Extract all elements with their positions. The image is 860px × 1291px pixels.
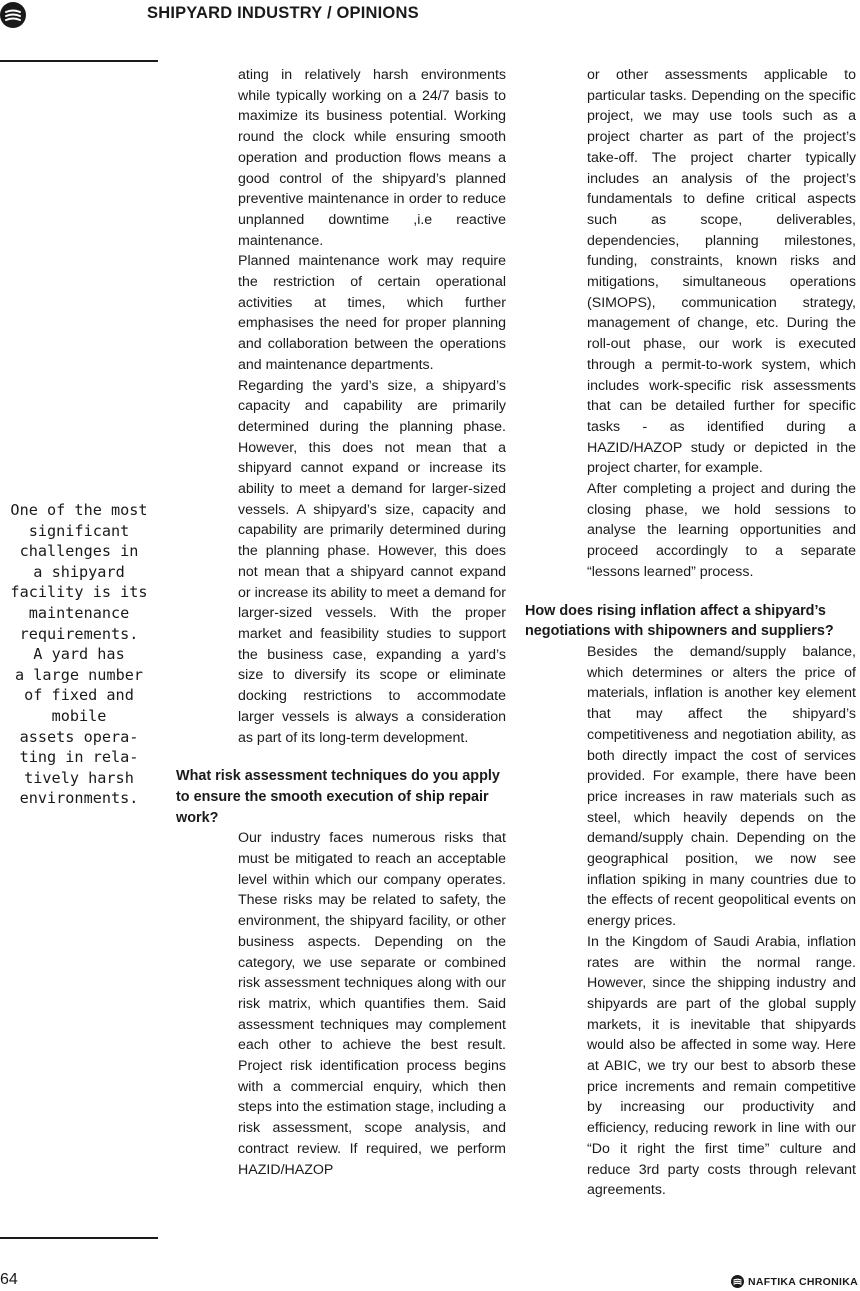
section-title: SHIPYARD INDUSTRY / OPINIONS [147, 4, 419, 22]
paragraph: Our industry faces numerous risks that must be mitigated to reach an acceptable level within which our company operates. These risks may be related to safety, the environment, the shipyard facility, or other business aspects. Depending on the category, we use separate or combined risk assessment techniques along with our risk matrix, which quantifies them. Said assessment techniques may complement each other to achieve the best result. Project risk identification process begins with a commercial enquiry, which then steps into the estimation stage, including a risk assessment, scope analysis, and contract review. If required, we perform HAZID/HAZOP [238, 830, 506, 1178]
question-heading: How does rising inflation affect a shipyard’s negotiations with shipowners and suppliers? [525, 602, 834, 640]
paragraph: After completing a project and during the closing phase, we hold sessions to analyse the learning opportunities and proceed accordingly to a separate “lessons learned” process. [587, 481, 856, 580]
paragraph: Planned maintenance work may require the restriction of certain operational activities at times, which further emphasises the need for proper planning and collaboration between the operations and maintenance departments. [238, 253, 506, 373]
paragraph: or other assessments applicable to particular tasks. Depending on the specific project, we may use tools such as a project charter as part of the project’s take-off. The project charter typically includes an analysis of the project’s fundamentals to define critical aspects such as scope, deliverables, dependencies, planning milestones, funding, constraints, known risks and mitigations, simultaneous operations (SIMOPS), communication strategy, management of change, etc. During the roll-out phase, our work is executed through a permit-to-work system, which includes work-specific risk assessments that can be detailed further for specific tasks - as identified during a HAZID/HAZOP study or depicted in the project charter, for example. [587, 67, 856, 477]
publication-label: NAFTIKA CHRONIKA [748, 1275, 858, 1288]
pullquote-line: mobile [51, 706, 107, 725]
paragraph: Regarding the yard’s size, a shipyard’s capacity and capability are primarily determined during the planning phase. However, this does not mean that a shipyard cannot expand or increase its ability to meet a demand for larger-sized vessels. A shipyard’s size, capacity and capability are primarily determined during the planning phase. However, this does not mean that a shipyard cannot expand or increase its ability to meet a demand for larger-sized vessels. With the proper market and feasibility studies to support the business case, expanding a yard’s size to diversify its scope or eliminate docking restrictions to accommodate larger vessels is always a consideration as part of its long-term development. [238, 377, 506, 746]
wave-logo-icon [731, 1275, 744, 1288]
pullquote-line: maintenance [28, 603, 130, 622]
publication-name [731, 1275, 858, 1288]
paragraph: Besides the demand/supply balance, which determines or alters the price of materials, inflation is another key element that may affect the shipyard’s competitiveness and negotiation ability, as both directly impact the cost of services provided. For example, there have been price increases in raw materials such as steel, which heavily depends on the demand/supply chain. Depending on the geographical position, we now see inflation spiking in many countries due to the effects of recent geopolitical events on energy prices. [587, 643, 856, 930]
wave-logo-icon [0, 2, 26, 28]
pullquote-line: of fixed and [24, 686, 134, 705]
divider-top [0, 60, 158, 62]
pullquote-line: challenges in [19, 542, 139, 561]
question-heading: What risk assessment techniques do you apply to ensure the smooth execution of ship repair work? [176, 768, 500, 826]
paragraph: ating in relatively harsh environments while typically working on a 24/7 basis to maximize its business potential. Working round the clock while ensuring smooth operation and production flows means a good control of the shipyard’s planned preventive maintenance in order to reduce unplanned downtime ,i.e reactive maintenance. [238, 67, 506, 249]
page-number: 64 [0, 1271, 18, 1288]
pullquote-line: One of the most [10, 501, 148, 519]
pullquote-line: facility is its [10, 583, 148, 602]
pullquote-line: ting in rela- [19, 748, 139, 767]
article-column-right [525, 65, 856, 1201]
pullquote-line: a shipyard [33, 562, 125, 581]
pullquote-line: assets opera- [19, 727, 139, 746]
pullquote-line: requirements. [19, 624, 139, 643]
pullquote [0, 500, 158, 809]
divider-bottom [0, 1237, 158, 1239]
pullquote-line: significant [28, 521, 130, 540]
pullquote-line: environments. [19, 789, 139, 808]
pullquote-line: A yard has [33, 645, 125, 664]
paragraph: In the Kingdom of Saudi Arabia, inflation rates are within the normal range. However, since the shipping industry and shipyards are part of the global supply markets, it is inevitable that shipyards would also be affected in some way. Here at ABIC, we try our best to absorb these price increments and remain competitive by increasing our productivity and efficiency, reducing rework in line with our “Do it right the first time” culture and reduce 3rd party costs through relevant agreements. [587, 933, 856, 1199]
pullquote-line: a large number [14, 665, 143, 684]
pullquote-line: tively harsh [24, 768, 134, 787]
article-column-middle [176, 65, 506, 1180]
